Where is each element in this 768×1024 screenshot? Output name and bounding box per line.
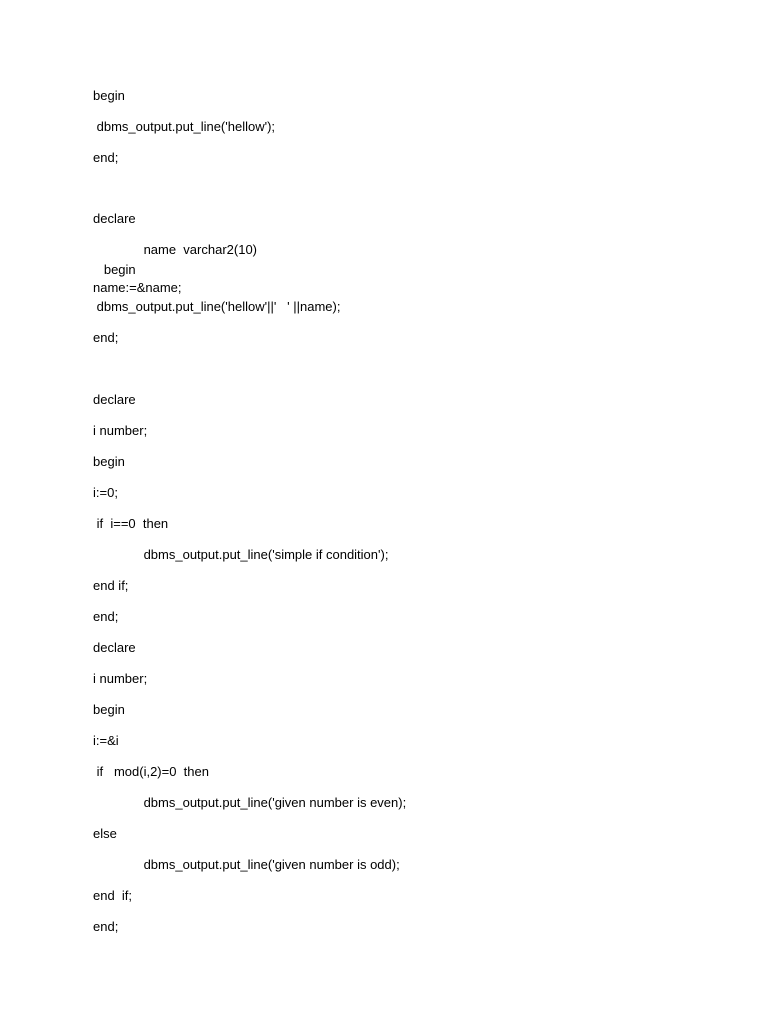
code-line: declare [93,640,136,655]
code-line: begin [93,454,125,469]
code-line: end; [93,150,119,165]
code-line: declare [93,392,136,407]
code-line: dbms_output.put_line('hellow'||' ' ||name); [93,299,341,314]
code-line: else [93,826,117,841]
code-line: end; [93,330,119,345]
code-line: i number; [93,423,148,438]
code-line: dbms_output.put_line('given number is odd); [93,857,400,872]
code-line: end; [93,609,119,624]
code-line: dbms_output.put_line('hellow'); [93,119,276,134]
code-line: name varchar2(10) [93,242,258,257]
code-line: begin [93,262,136,277]
code-line: end if; [93,888,133,903]
code-line: name:=&name; [93,280,182,295]
code-line: dbms_output.put_line('given number is even); [93,795,407,810]
code-line: end; [93,919,119,934]
code-line: i number; [93,671,148,686]
code-line: begin [93,702,125,717]
code-line: dbms_output.put_line('simple if condition'); [93,547,389,562]
code-line: i:=&i [93,733,119,748]
code-line: if i==0 then [93,516,169,531]
code-line: end if; [93,578,129,593]
code-line: begin [93,88,125,103]
code-line: declare [93,211,136,226]
code-line: i:=0; [93,485,118,500]
code-line: if mod(i,2)=0 then [93,764,209,779]
